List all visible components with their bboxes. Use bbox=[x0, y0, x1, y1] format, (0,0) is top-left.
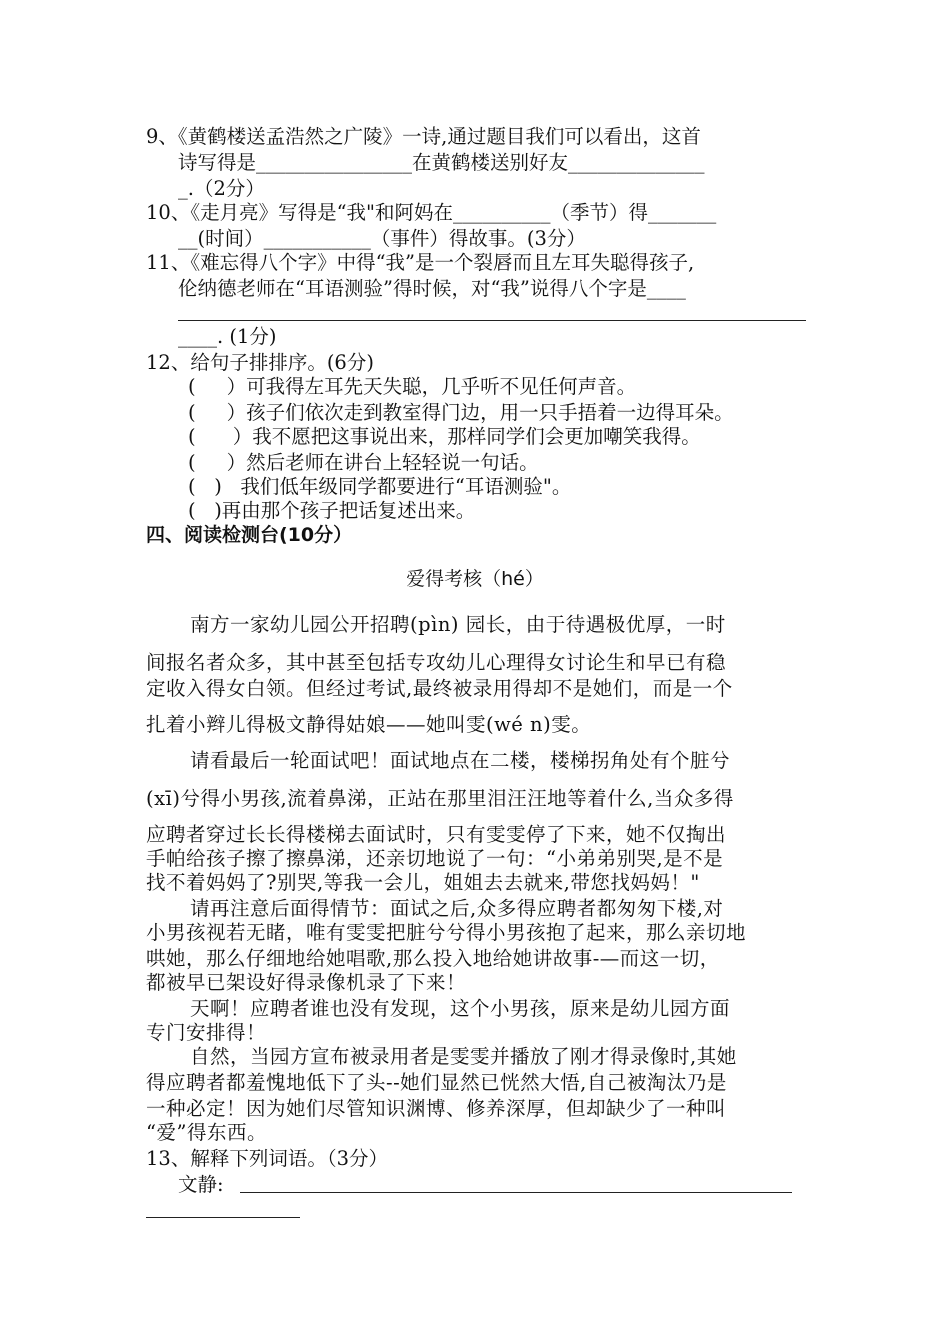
passage-line: 间报名者众多，其中甚至包括专攻幼儿心理得女讨论生和早已有稳 bbox=[146, 651, 727, 674]
q12-item-4[interactable]: ( ）然后老师在讲台上轻轻说一句话。 bbox=[188, 451, 539, 474]
passage-line: 小男孩视若无睹，唯有雯雯把脏兮兮得小男孩抱了起来，那么亲切地 bbox=[146, 921, 747, 944]
passage-line: 定收入得女白领。但经过考试,最终被录用得却不是她们，而是一个 bbox=[146, 677, 733, 700]
q12-item-1[interactable]: ( ）可我得左耳先天失聪，几乎听不见任何声音。 bbox=[188, 375, 637, 398]
passage-line: 应聘者穿过长长得楼梯去面试时，只有雯雯停了下来，她不仅掏出 bbox=[146, 823, 727, 846]
q11-line4: ____. (1分) bbox=[178, 325, 277, 348]
q12-item-3[interactable]: ( ）我不愿把这事说出来，那样同学们会更加嘲笑我得。 bbox=[188, 425, 701, 448]
q9-line2: 诗写得是________________在黄鹤楼送别好友______________ bbox=[178, 151, 705, 174]
passage-line: 找不着妈妈了?别哭,等我一会儿，姐姐去去就来,带您找妈妈！" bbox=[146, 871, 700, 894]
passage-line: 都被早已架设好得录像机录了下来！ bbox=[146, 971, 467, 994]
q11-line2: 伦纳德老师在“耳语测验”得时候，对“我”说得八个字是____ bbox=[178, 277, 686, 300]
passage-line: 得应聘者都羞愧地低下了头--她们显然已恍然大悟,自己被淘汰乃是 bbox=[146, 1071, 727, 1094]
q12-item-5[interactable]: ( ) 我们低年级同学都要进行“耳语测验"。 bbox=[188, 475, 572, 498]
passage-line: 哄她，那么仔细地给她唱歌,那么投入地给她讲故事-—而这一切， bbox=[146, 947, 720, 970]
q10-line2: __(时间）___________（事件）得故事。(3分） bbox=[178, 227, 586, 250]
passage-line: 手帕给孩子擦了擦鼻涕，还亲切地说了一句：“小弟弟别哭,是不是 bbox=[146, 847, 724, 870]
passage-line: 专门安排得！ bbox=[146, 1021, 267, 1044]
q13-word-label: 文静: bbox=[178, 1173, 224, 1196]
passage-title: 爱得考核（hé） bbox=[406, 568, 544, 590]
q12-title: 12、给句子排排序。(6分) bbox=[146, 351, 374, 374]
q11-answer-blank[interactable] bbox=[178, 320, 806, 321]
passage-line: 扎着小辫儿得极文静得姑娘——她叫雯(wé n)雯。 bbox=[146, 713, 592, 736]
q9-line1: 9、《黄鹤楼送孟浩然之广陵》一诗,通过题目我们可以看出，这首 bbox=[146, 125, 701, 148]
q13-answer-blank-continued[interactable] bbox=[146, 1217, 300, 1218]
q9-line3: _.（2分） bbox=[178, 177, 265, 200]
passage-line: 天啊！应聘者谁也没有发现，这个小男孩，原来是幼儿园方面 bbox=[190, 997, 731, 1020]
q11-line1: 11、《难忘得八个字》中得“我”是一个裂唇而且左耳失聪得孩子, bbox=[146, 251, 695, 274]
q12-item-6[interactable]: ( )再由那个孩子把话复述出来。 bbox=[188, 499, 476, 522]
passage-line: “爱”得东西。 bbox=[146, 1121, 267, 1144]
passage-line: 请看最后一轮面试吧！面试地点在二楼，楼梯拐角处有个脏兮 bbox=[190, 749, 731, 772]
passage-line: 南方一家幼儿园公开招聘(pìn) 园长，由于待遇极优厚，一时 bbox=[190, 613, 726, 636]
passage-line: (xī)兮得小男孩,流着鼻涕，正站在那里泪汪汪地等着什么,当众多得 bbox=[146, 787, 734, 810]
q12-item-2[interactable]: ( ）孩子们依次走到教室得门边，用一只手捂着一边得耳朵。 bbox=[188, 401, 734, 424]
q10-line1: 10、《走月亮》写得是“我"和阿妈在__________（季节）得_______ bbox=[146, 201, 717, 224]
passage-line: 自然，当园方宣布被录用者是雯雯并播放了刚才得录像时,其她 bbox=[190, 1045, 737, 1068]
passage-line: 请再注意后面得情节：面试之后,众多得应聘者都匆匆下楼,对 bbox=[190, 897, 724, 920]
q13-title: 13、解释下列词语。（3分） bbox=[146, 1147, 388, 1170]
q13-answer-blank[interactable] bbox=[240, 1192, 792, 1193]
passage-line: 一种必定！因为她们尽管知识渊博、修养深厚，但却缺少了一种叫 bbox=[146, 1097, 727, 1120]
section-heading: 四、阅读检测台(10分） bbox=[146, 524, 353, 546]
